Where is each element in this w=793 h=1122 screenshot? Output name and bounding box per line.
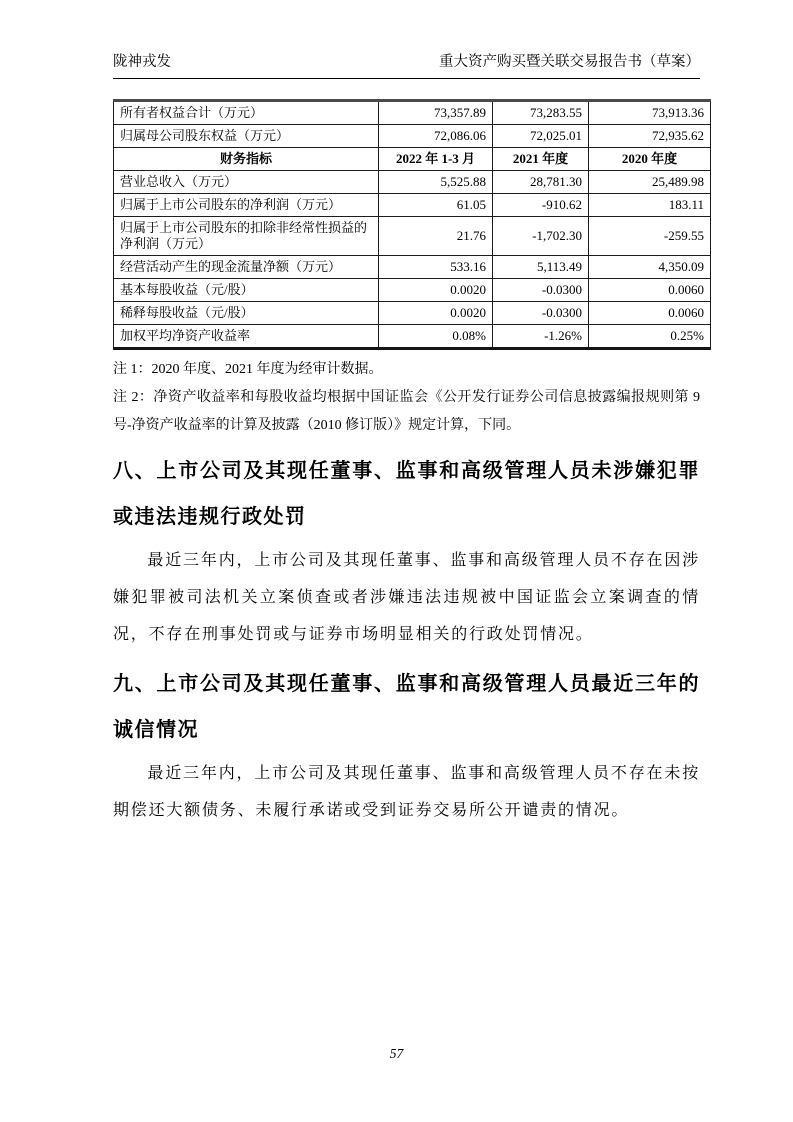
column-header: 2022 年 1-3 月 — [379, 148, 493, 171]
row-label: 稀释每股收益（元/股） — [114, 302, 379, 325]
cell-value: -0.0300 — [493, 302, 589, 325]
cell-value: 0.25% — [589, 325, 711, 349]
row-label: 加权平均净资产收益率 — [114, 325, 379, 349]
cell-value: -0.0300 — [493, 279, 589, 302]
cell-value: 183.11 — [589, 194, 711, 217]
section-8-heading: 八、上市公司及其现任董事、监事和高级管理人员未涉嫌犯罪或违法违规行政处罚 — [113, 460, 700, 528]
financial-indicators-table — [113, 99, 711, 350]
row-label: 营业总收入（万元） — [114, 171, 379, 194]
row-label: 归属于上市公司股东的扣除非经常性损益的净利润（万元） — [114, 217, 379, 256]
table-notes — [113, 356, 700, 440]
table-row — [114, 101, 711, 125]
cell-value: 73,357.89 — [379, 101, 493, 125]
cell-value: 28,781.30 — [493, 171, 589, 194]
cell-value: 25,489.98 — [589, 171, 711, 194]
row-label: 基本每股收益（元/股） — [114, 279, 379, 302]
cell-value: -1,702.30 — [493, 217, 589, 256]
cell-value: 0.0060 — [589, 302, 711, 325]
cell-value: 73,913.36 — [589, 101, 711, 125]
column-header: 财务指标 — [114, 148, 379, 171]
table-row — [114, 279, 711, 302]
table-row — [114, 302, 711, 325]
row-label: 所有者权益合计（万元） — [114, 101, 379, 125]
table-row — [114, 256, 711, 279]
page-number: 57 — [389, 1046, 404, 1061]
row-label: 经营活动产生的现金流量净额（万元） — [114, 256, 379, 279]
section-9-heading: 九、上市公司及其现任董事、监事和高级管理人员最近三年的诚信情况 — [113, 673, 700, 741]
row-label: 归属母公司股东权益（万元） — [114, 125, 379, 148]
cell-value: 4,350.09 — [589, 256, 711, 279]
header-company-name: 陇神戎发 — [113, 54, 171, 70]
column-header: 2020 年度 — [589, 148, 711, 171]
cell-value: 72,086.06 — [379, 125, 493, 148]
header-report-title: 重大资产购买暨关联交易报告书（草案） — [439, 54, 700, 70]
table-row — [114, 125, 711, 148]
cell-value: -910.62 — [493, 194, 589, 217]
table-row — [114, 217, 711, 256]
note-2: 注 2：净资产收益率和每股收益均根据中国证监会《公开发行证券公司信息披露编报规则第 9 号-净资产收益率的计算及披露（2010 修订版）》规定计算，下同。 — [113, 390, 700, 433]
table-row — [114, 194, 711, 217]
cell-value: -1.26% — [493, 325, 589, 349]
note-1: 注 1：2020 年度、2021 年度为经审计数据。 — [113, 362, 383, 377]
section-8-paragraph: 最近三年内，上市公司及其现任董事、监事和高级管理人员不存在因涉嫌犯罪被司法机关立案侦查或者涉嫌违法违规被中国证监会立案调查的情况，不存在刑事处罚或与证券市场明显相关的行政处罚情况。 — [113, 552, 700, 643]
table-row — [114, 171, 711, 194]
cell-value: 72,025.01 — [493, 125, 589, 148]
cell-value: 533.16 — [379, 256, 493, 279]
cell-value: 5,113.49 — [493, 256, 589, 279]
table-header-row — [114, 148, 711, 171]
cell-value: 0.08% — [379, 325, 493, 349]
cell-value: -259.55 — [589, 217, 711, 256]
cell-value: 61.05 — [379, 194, 493, 217]
row-label: 归属于上市公司股东的净利润（万元） — [114, 194, 379, 217]
running-header — [113, 50, 700, 79]
cell-value: 5,525.88 — [379, 171, 493, 194]
cell-value: 0.0020 — [379, 279, 493, 302]
cell-value: 0.0060 — [589, 279, 711, 302]
cell-value: 21.76 — [379, 217, 493, 256]
section-9-paragraph: 最近三年内，上市公司及其现任董事、监事和高级管理人员不存在未按期偿还大额债务、未履行承诺或受到证券交易所公开谴责的情况。 — [113, 765, 700, 819]
cell-value: 73,283.55 — [493, 101, 589, 125]
table-row — [114, 325, 711, 349]
column-header: 2021 年度 — [493, 148, 589, 171]
cell-value: 72,935.62 — [589, 125, 711, 148]
cell-value: 0.0020 — [379, 302, 493, 325]
